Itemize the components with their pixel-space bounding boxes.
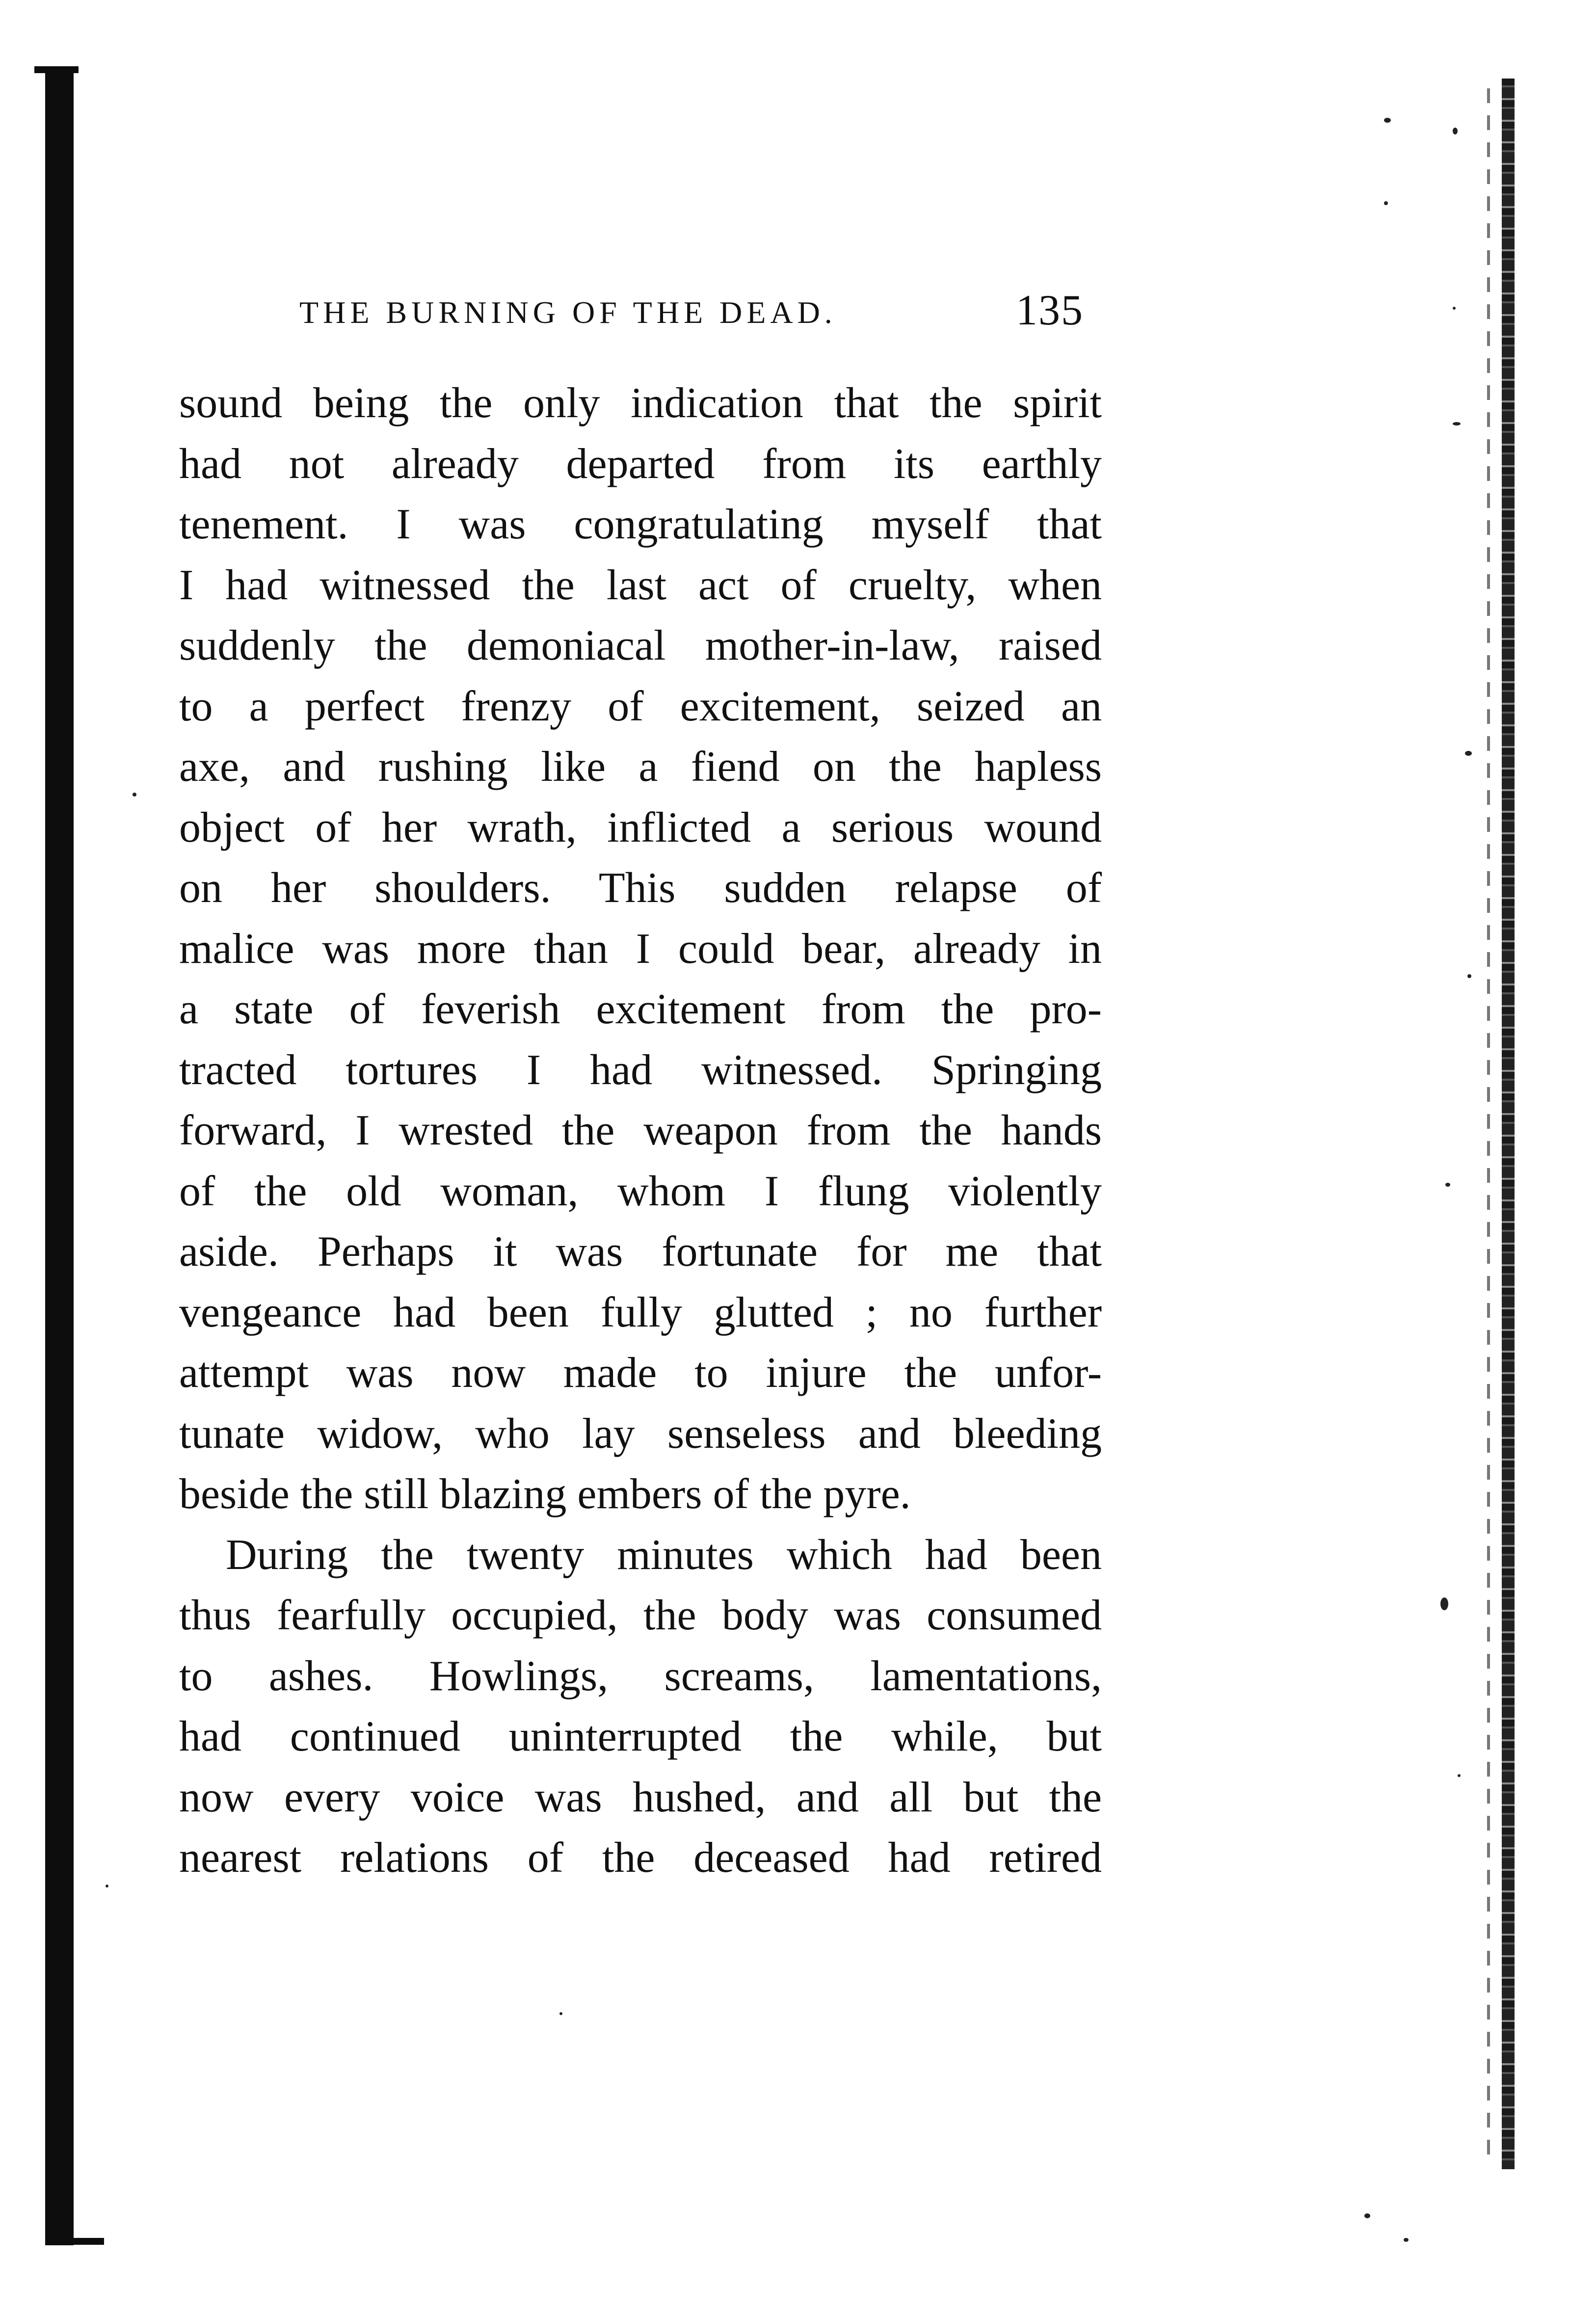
text-line: object of her wrath, inflicted a serious wound: [179, 803, 1102, 851]
scan-speck: [559, 2012, 562, 2015]
text-line: a state of feverish excitement from the pro-: [179, 985, 1102, 1033]
text-line: to ashes. Howlings, screams, lamentations,: [179, 1652, 1102, 1700]
body-text: [179, 373, 1102, 1888]
text-line: attempt was now made to injure the unfor-: [179, 1349, 1102, 1397]
running-header-title: THE BURNING OF THE DEAD.: [299, 295, 837, 330]
scan-speck: [1404, 2238, 1409, 2242]
scan-speck: [1445, 1183, 1450, 1187]
binding-shadow-foot: [45, 2238, 104, 2245]
text-line: sound being the only indication that the spirit: [179, 379, 1102, 427]
text-line: of the old woman, whom I flung violently: [179, 1167, 1102, 1215]
text-line: tunate widow, who lay senseless and bleeding: [179, 1409, 1102, 1458]
text-line: vengeance had been fully glutted ; no further: [179, 1288, 1102, 1336]
text-line: nearest relations of the deceased had retired: [179, 1834, 1102, 1882]
text-line: malice was more than I could bear, already in: [179, 925, 1102, 973]
scan-speck: [1458, 1774, 1461, 1777]
page-edge-artifact: [1502, 79, 1515, 2169]
scan-speck: [1453, 422, 1461, 425]
scan-speck: [1384, 201, 1388, 205]
text-line: tenement. I was congratulating myself that: [179, 501, 1102, 548]
scan-speck: [1453, 128, 1458, 134]
scan-speck: [1465, 751, 1472, 756]
scan-speck: [133, 793, 136, 797]
text-line: I had witnessed the last act of cruelty, when: [179, 561, 1102, 609]
text-line-paragraph-start: During the twenty minutes which had been: [226, 1531, 1102, 1579]
page-edge-artifact-thin: [1487, 88, 1490, 2159]
text-line: now every voice was hushed, and all but the: [179, 1773, 1102, 1821]
text-line: tracted tortures I had witnessed. Springing: [179, 1046, 1102, 1094]
text-line: axe, and rushing like a fiend on the hapless: [179, 743, 1102, 791]
text-line: to a perfect frenzy of excitement, seized an: [179, 682, 1102, 730]
text-line: thus fearfully occupied, the body was consumed: [179, 1592, 1102, 1639]
scan-speck: [1440, 1597, 1448, 1610]
scan-speck: [1364, 2213, 1370, 2218]
text-line: aside. Perhaps it was fortunate for me that: [179, 1228, 1102, 1276]
text-line: beside the still blazing embers of the pyre.: [179, 1470, 911, 1518]
text-line: had not already departed from its earthly: [179, 440, 1102, 488]
scan-speck: [106, 1885, 108, 1888]
scan-speck: [1453, 307, 1456, 310]
text-line: forward, I wrested the weapon from the hands: [179, 1107, 1102, 1154]
binding-shadow: [45, 66, 74, 2245]
text-line: on her shoulders. This sudden relapse of: [179, 864, 1102, 912]
text-line: had continued uninterrupted the while, but: [179, 1713, 1102, 1760]
page-number: 135: [1016, 287, 1084, 334]
scan-speck: [1467, 974, 1471, 978]
text-line: suddenly the demoniacal mother-in-law, raised: [179, 622, 1102, 669]
scan-speck: [1384, 118, 1391, 123]
